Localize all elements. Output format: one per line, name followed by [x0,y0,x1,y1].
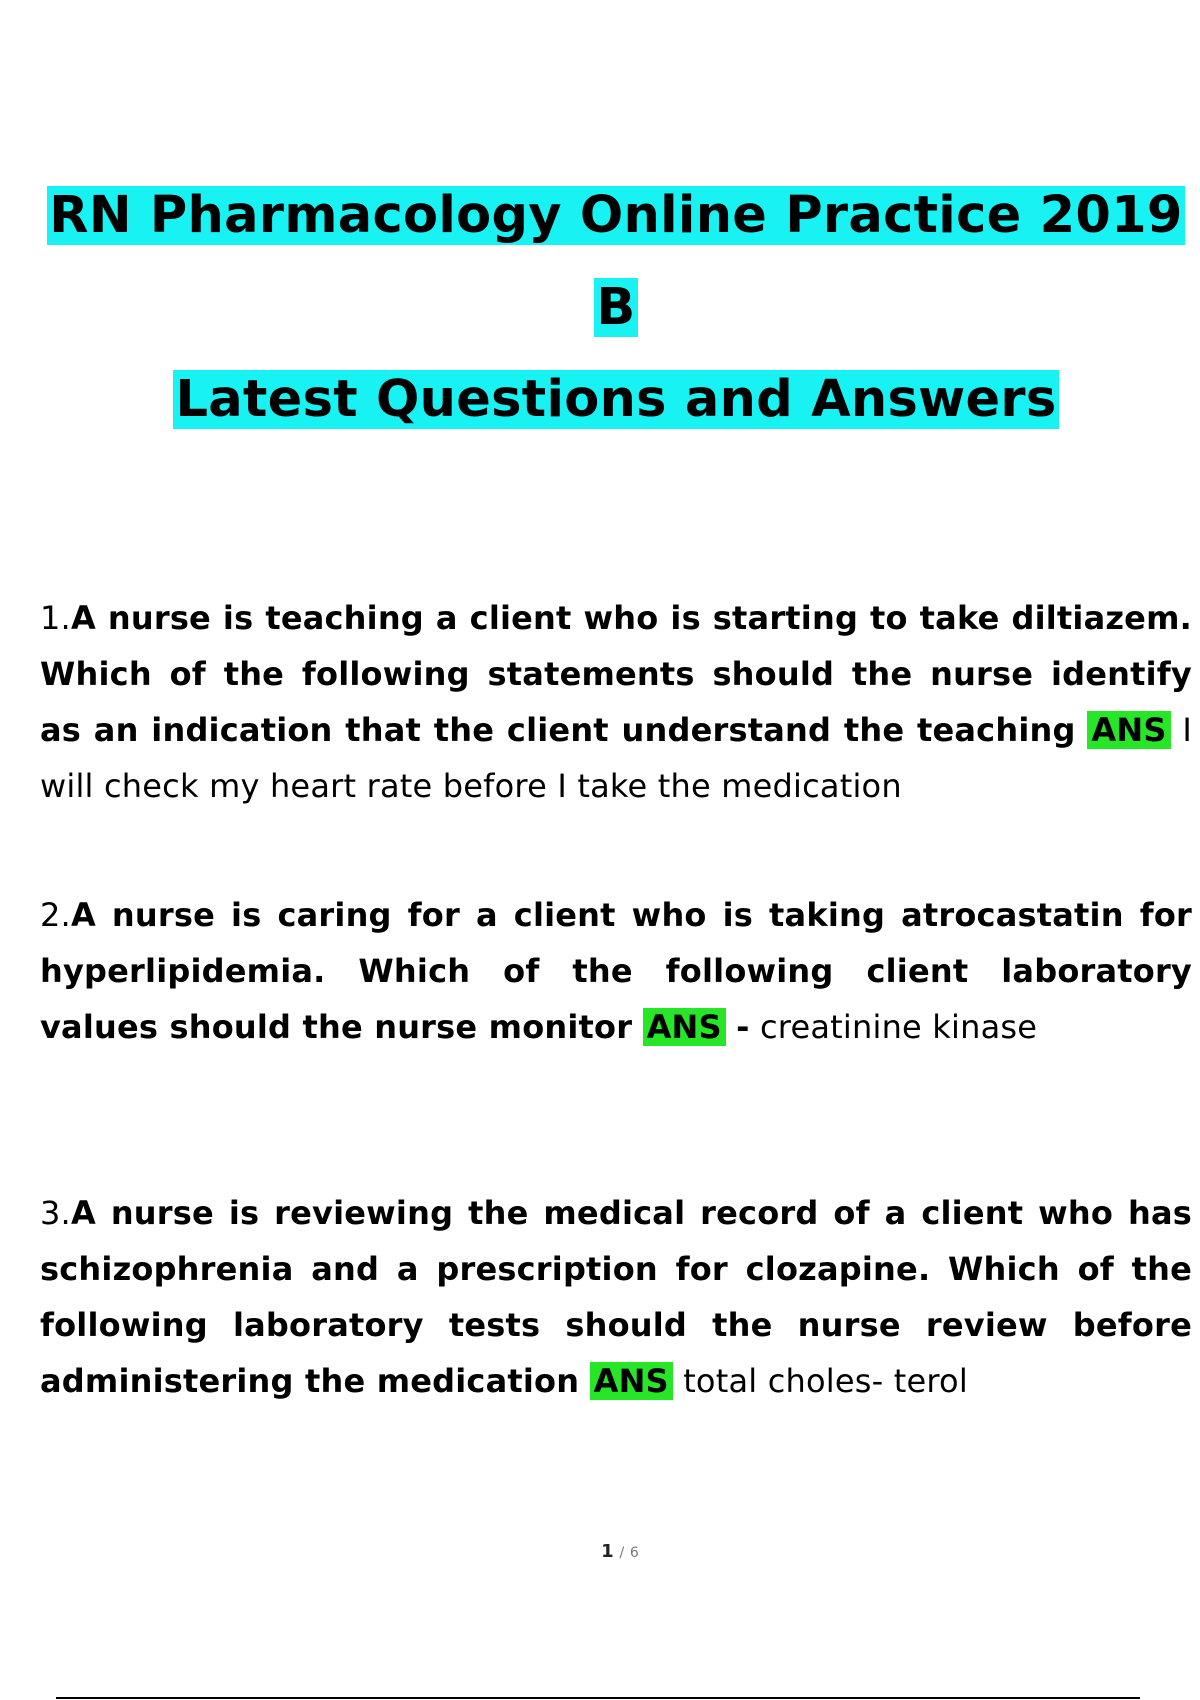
question-text: A nurse is caring for a client who is taking atrocastatin for hyperlipidemia. Which of the following client laboratory values should the nurse monitor [40,896,1192,1046]
total-pages: 6 [629,1545,639,1561]
question-number: 1. [40,599,71,637]
title-text-3: Latest Questions and Answers [175,370,1057,429]
question-number: 3. [40,1194,71,1232]
title-line-2 [40,262,1192,354]
document-title [40,170,1192,446]
title-line-3 [40,354,1192,446]
question-number: 2. [40,896,71,934]
title-text-2: B [596,278,636,337]
question-1 [40,590,1192,814]
answer-separator: - [736,1008,750,1046]
title-text-1: RN Pharmacology Online Practice 2019 [49,186,1183,245]
question-text: A nurse is teaching a client who is starting to take diltiazem. Which of the following statements should the nurse identify as an indication that the client understand the teaching [40,599,1192,749]
question-text: A nurse is reviewing the medical record of a client who has schizophrenia and a prescription for clozapine. Which of the following laboratory tests should the nurse review before administering the medication [40,1194,1192,1400]
answer-text: total choles- terol [683,1362,968,1400]
bottom-divider [56,1697,1140,1699]
page-separator: / [619,1545,625,1561]
answer-label: ANS [1087,711,1170,749]
answer-label: ANS [643,1008,726,1046]
title-line-1 [40,170,1192,262]
question-3 [40,1185,1192,1409]
answer-text: I will check my heart rate before I take the medication [40,711,1192,805]
answer-text: creatinine kinase [760,1008,1038,1046]
question-2 [40,887,1192,1055]
page-indicator [0,1541,1200,1562]
answer-label: ANS [590,1362,673,1400]
current-page: 1 [601,1541,614,1562]
